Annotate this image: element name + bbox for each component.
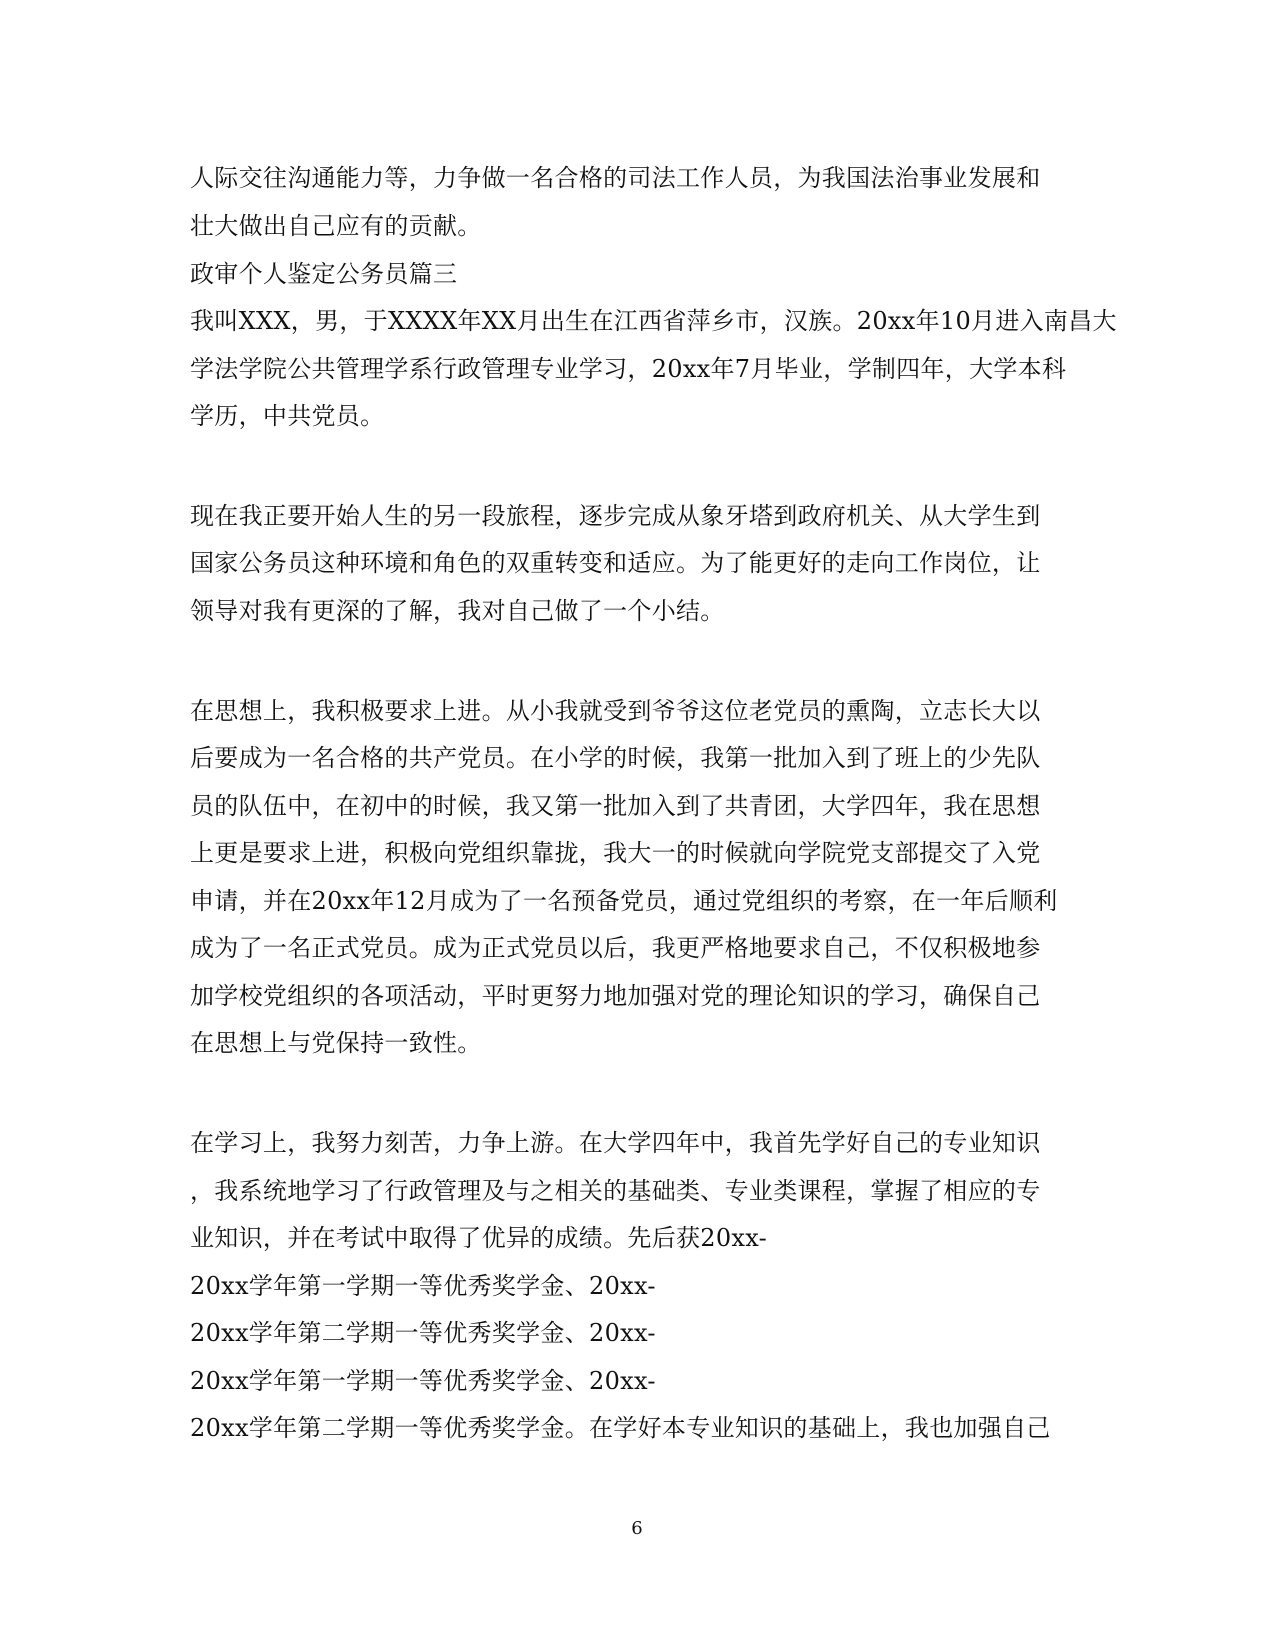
text-line: 国家公务员这种环境和角色的双重转变和适应。为了能更好的走向工作岗位，让 [190, 549, 1041, 577]
text-line: 我叫XXX，男，于XXXX年XX月出生在江西省萍乡市，汉族。20xx年10月进入南昌大 [190, 307, 1117, 335]
text-line: 上更是要求上进，积极向党组织靠拢，我大一的时候就向学院党支部提交了入党 [190, 839, 1041, 867]
section-heading: 政审个人鉴定公务员篇三 [190, 260, 458, 288]
text-line: 在思想上与党保持一致性。 [190, 1029, 482, 1057]
text-line: 人际交往沟通能力等，力争做一名合格的司法工作人员，为我国法治事业发展和 [190, 164, 1041, 192]
text-line: 申请，并在20xx年12月成为了一名预备党员，通过党组织的考察，在一年后顺利 [190, 887, 1058, 915]
page-number: 6 [631, 1518, 643, 1539]
text-line: 学历，中共党员。 [190, 402, 385, 430]
text-line: 员的队伍中，在初中的时候，我又第一批加入到了共青团，大学四年，我在思想 [190, 792, 1041, 820]
text-line: 领导对我有更深的了解，我对自己做了一个小结。 [190, 597, 725, 625]
text-line: 壮大做出自己应有的贡献。 [190, 212, 482, 240]
text-line: 在学习上，我努力刻苦，力争上游。在大学四年中，我首先学好自己的专业知识 [190, 1129, 1041, 1157]
text-line: 20xx学年第二学期一等优秀奖学金、20xx- [190, 1319, 656, 1347]
text-line: 现在我正要开始人生的另一段旅程，逐步完成从象牙塔到政府机关、从大学生到 [190, 502, 1041, 530]
text-line: 加学校党组织的各项活动，平时更努力地加强对党的理论知识的学习，确保自己 [190, 982, 1041, 1010]
text-line: 成为了一名正式党员。成为正式党员以后，我更严格地要求自己，不仅积极地参 [190, 934, 1041, 962]
text-line: 后要成为一名合格的共产党员。在小学的时候，我第一批加入到了班上的少先队 [190, 744, 1041, 772]
text-line: 20xx学年第一学期一等优秀奖学金、20xx- [190, 1367, 656, 1395]
text-line: 在思想上，我积极要求上进。从小我就受到爷爷这位老党员的熏陶，立志长大以 [190, 697, 1041, 725]
text-line: 20xx学年第二学期一等优秀奖学金。在学好本专业知识的基础上，我也加强自己 [190, 1414, 1051, 1442]
text-line: ，我系统地学习了行政管理及与之相关的基础类、专业类课程，掌握了相应的专 [190, 1177, 1041, 1205]
text-line: 学法学院公共管理学系行政管理专业学习，20xx年7月毕业，学制四年，大学本科 [190, 355, 1067, 383]
text-line: 业知识，并在考试中取得了优异的成绩。先后获20xx- [190, 1224, 768, 1252]
text-line: 20xx学年第一学期一等优秀奖学金、20xx- [190, 1272, 656, 1300]
